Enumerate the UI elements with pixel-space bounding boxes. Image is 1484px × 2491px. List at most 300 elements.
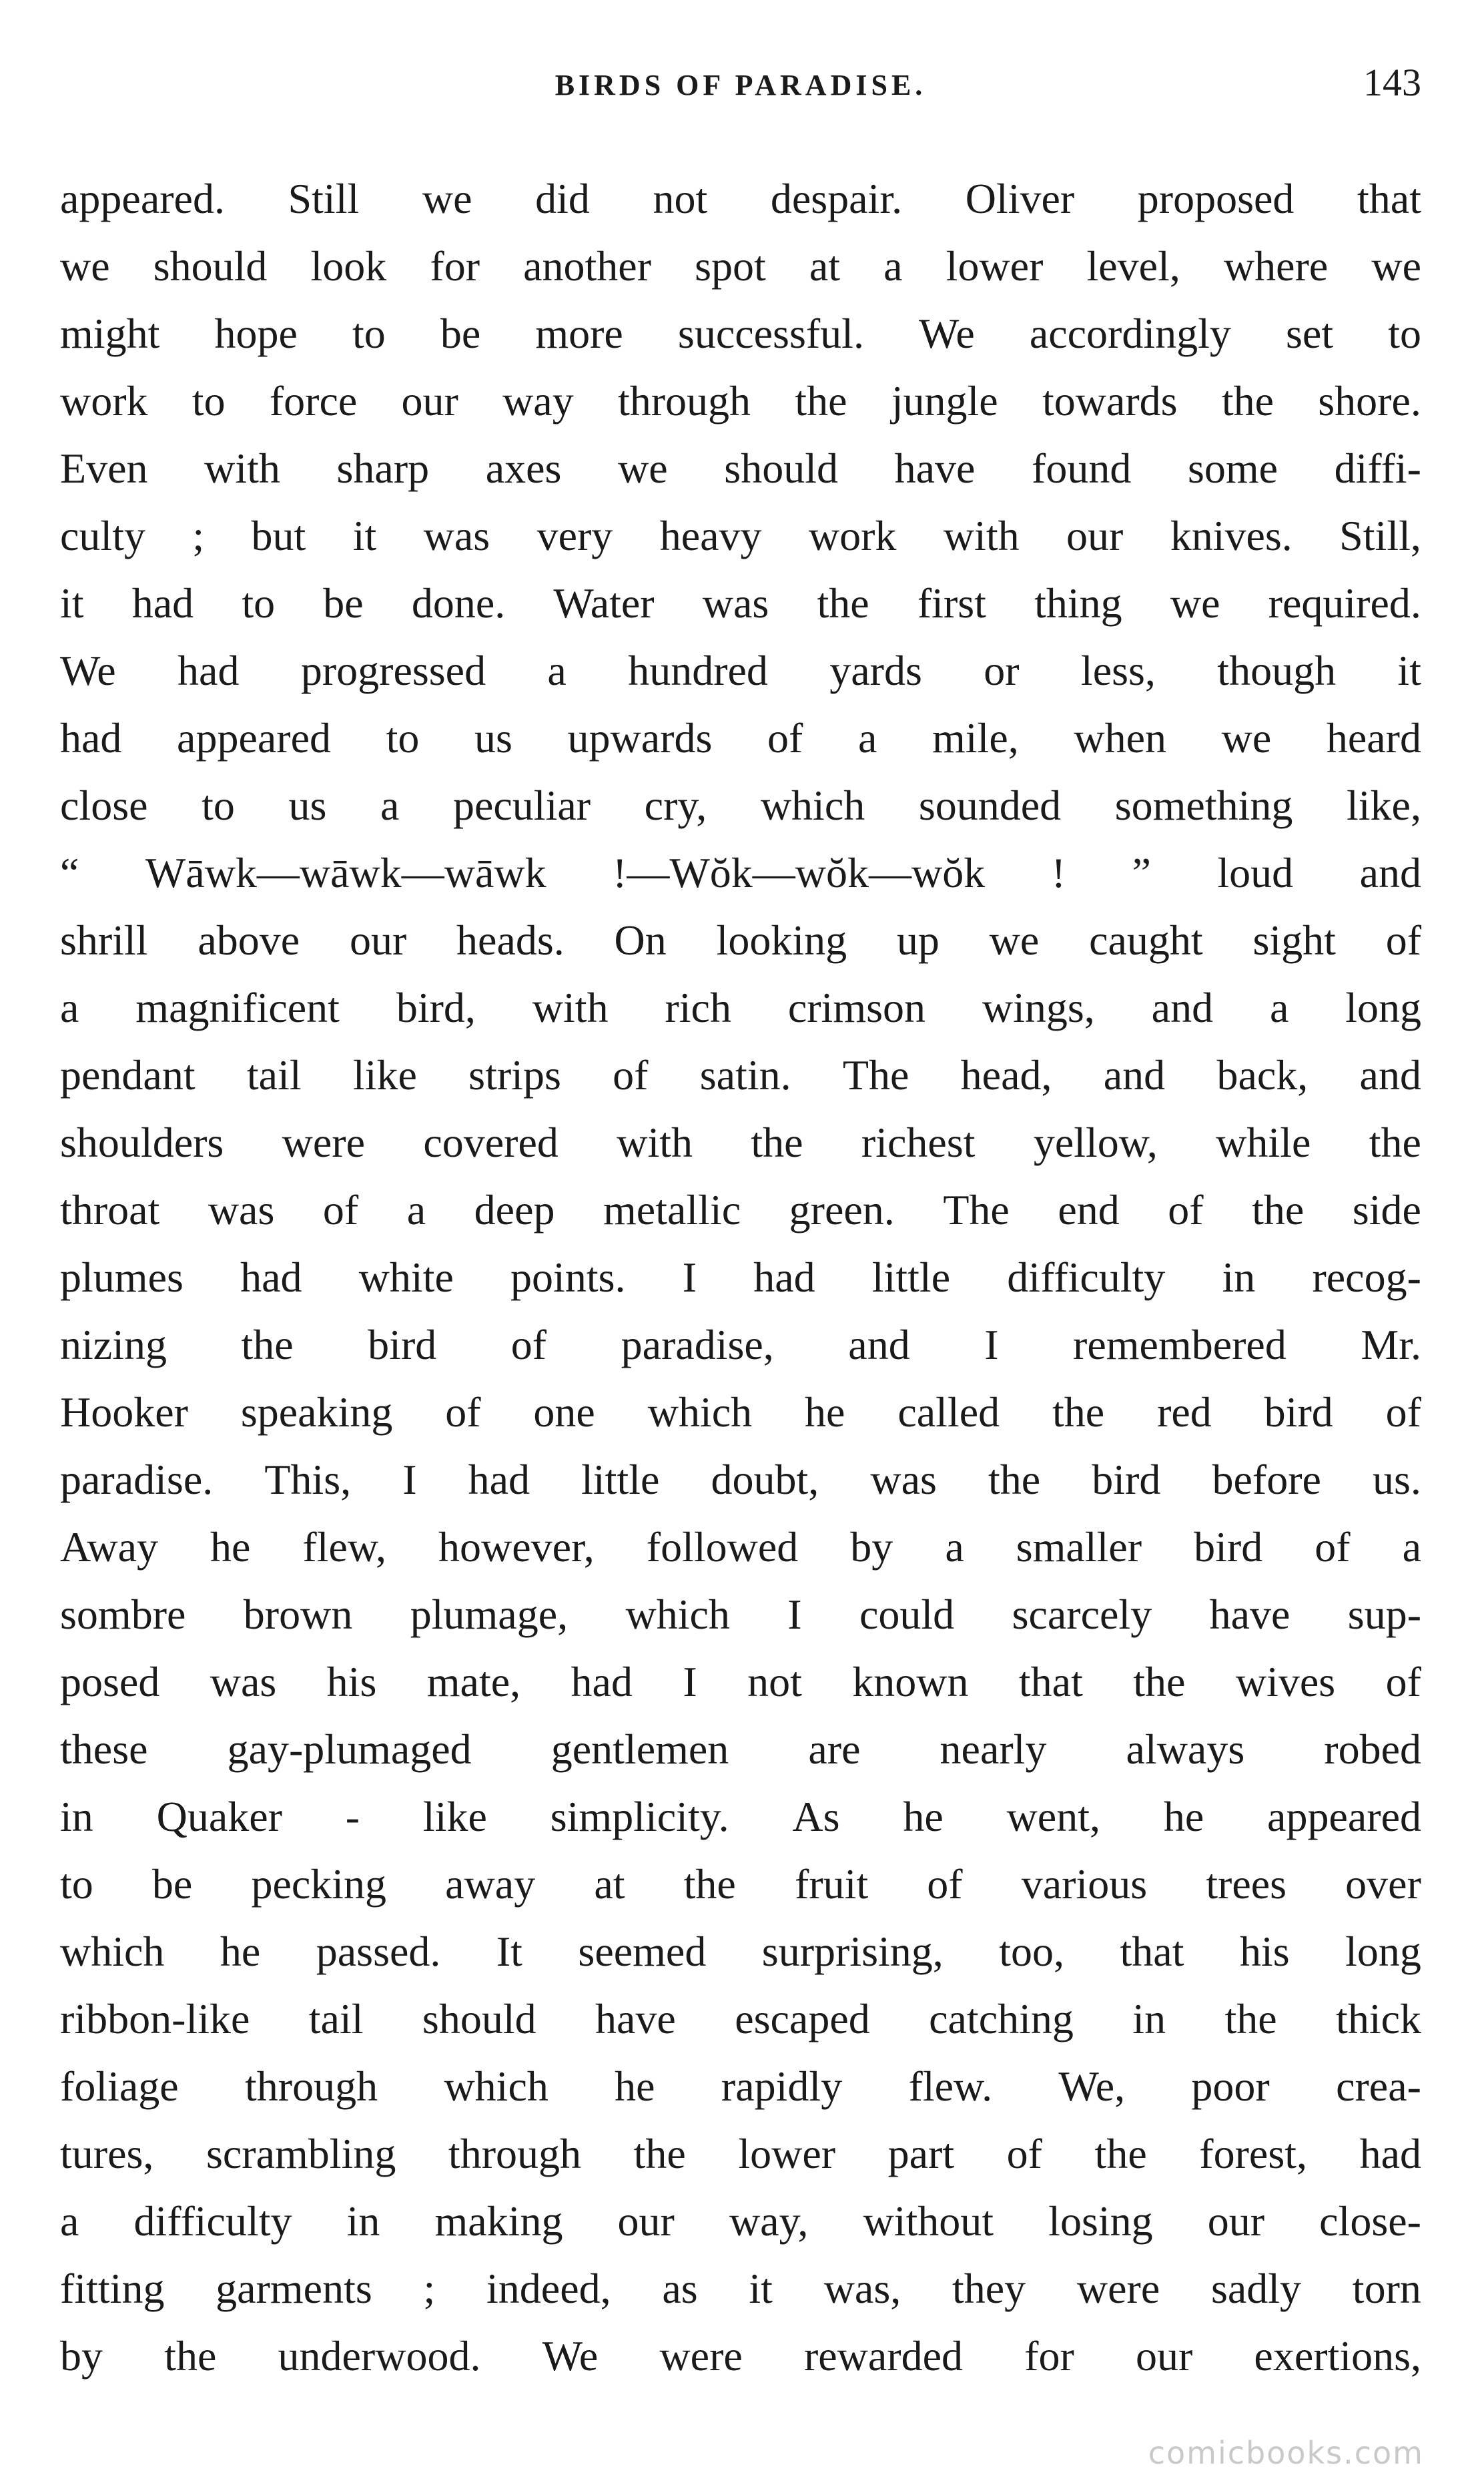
word: these (60, 1725, 148, 1773)
word: fitting (60, 2265, 165, 2312)
word: passed. (316, 1928, 441, 1975)
text-line (60, 704, 1421, 772)
word: garments (216, 2265, 372, 2312)
word: plumage, (410, 1591, 569, 1638)
word: through (448, 2130, 581, 2177)
word: he (805, 1388, 845, 1436)
word: We (542, 2332, 599, 2380)
word: Even (60, 445, 148, 492)
word: shoulders (60, 1119, 224, 1166)
running-head (60, 60, 1421, 113)
word: they (952, 2265, 1026, 2312)
word: had (177, 647, 240, 694)
word: diffi- (1334, 445, 1421, 492)
word: peculiar (452, 782, 591, 829)
word: hundred (628, 647, 768, 694)
word: hope (214, 310, 298, 357)
word: appeared (177, 714, 331, 762)
word: his (1239, 1928, 1290, 1975)
word: green. (789, 1186, 895, 1233)
word: work (60, 377, 148, 425)
watermark: comicbooks.com (1148, 2435, 1424, 2471)
word: indeed, (486, 2265, 611, 2312)
word: without (863, 2197, 994, 2245)
word: foliage (60, 2062, 179, 2110)
word: with (617, 1119, 693, 1166)
word: are (808, 1725, 861, 1773)
word: of (1385, 916, 1421, 964)
word: in (346, 2197, 380, 2245)
word: which (760, 782, 865, 829)
word: in (1132, 1995, 1166, 2042)
word: to (60, 1860, 93, 1908)
word: mile, (932, 714, 1019, 762)
word: be (151, 1860, 193, 1908)
word: us (288, 782, 327, 829)
word: a (857, 714, 877, 762)
word: be (440, 310, 481, 357)
word: doubt, (711, 1456, 819, 1503)
word: to (386, 714, 420, 762)
word: yellow, (1033, 1119, 1158, 1166)
text-line (60, 1446, 1421, 1513)
word: which (444, 2062, 548, 2110)
word: plumes (60, 1254, 183, 1301)
word: fruit (794, 1860, 869, 1908)
text-line (60, 232, 1421, 300)
word: I (402, 1456, 417, 1503)
word: flew, (302, 1523, 386, 1571)
word: torn (1352, 2265, 1421, 2312)
word: wings, (982, 984, 1095, 1031)
word: ” (1132, 849, 1151, 896)
text-line (60, 1109, 1421, 1176)
word: might (60, 310, 160, 357)
word: through (617, 377, 751, 425)
word: little (871, 1254, 951, 1301)
word: progressed (300, 647, 486, 694)
word: “ (60, 849, 79, 896)
text-line (60, 1918, 1421, 1985)
word: a (883, 242, 903, 290)
word: the (988, 1456, 1041, 1503)
word: proposed (1137, 175, 1294, 222)
text-line (60, 772, 1421, 839)
word: had (240, 1254, 302, 1301)
text-line (60, 367, 1421, 435)
word: end (1058, 1186, 1120, 1233)
word: and (848, 1321, 910, 1368)
word: I (984, 1321, 999, 1368)
word: escaped (735, 1995, 870, 2042)
word: lower (738, 2130, 836, 2177)
word: called (897, 1388, 1000, 1436)
word: of (445, 1388, 481, 1436)
word: caught (1089, 916, 1203, 964)
word: had (60, 714, 122, 762)
word: should (724, 445, 838, 492)
word: our (349, 916, 407, 964)
word: through (245, 2062, 378, 2110)
text-line (60, 165, 1421, 232)
word: always (1126, 1725, 1245, 1773)
word: pecking (251, 1860, 387, 1908)
word: rich (665, 984, 731, 1031)
word: close (60, 782, 148, 829)
word: I (683, 1658, 697, 1705)
word: we (1170, 579, 1220, 627)
word: ; (423, 2265, 436, 2312)
word: making (434, 2197, 563, 2245)
word: a (1269, 984, 1289, 1031)
word: crea- (1336, 2062, 1421, 2110)
word: had (468, 1456, 530, 1503)
word: remembered (1073, 1321, 1286, 1368)
word: Hooker (60, 1388, 188, 1436)
word: the (795, 377, 847, 425)
word: something (1114, 782, 1293, 829)
word: the (241, 1321, 294, 1368)
word: thing (1034, 579, 1122, 627)
word: away (445, 1860, 536, 1908)
word: that (1120, 1928, 1184, 1975)
word: were (659, 2332, 743, 2380)
word: rewarded (803, 2332, 963, 2380)
word: This, (264, 1456, 352, 1503)
word: white (358, 1254, 454, 1301)
text-line (60, 839, 1421, 906)
word: underwood. (278, 2332, 481, 2380)
word: sombre (60, 1591, 186, 1638)
word: over (1345, 1860, 1421, 1908)
word: but (251, 512, 306, 559)
word: strips (468, 1051, 561, 1099)
word: loud (1217, 849, 1294, 896)
word: and (1359, 849, 1421, 896)
word: Still, (1339, 512, 1421, 559)
word: paradise, (621, 1321, 774, 1368)
word: less, (1080, 647, 1156, 694)
word: spot (695, 242, 766, 290)
text-line (60, 2322, 1421, 2390)
word: were (1076, 2265, 1160, 2312)
word: the (1094, 2130, 1147, 2177)
word: the (633, 2130, 686, 2177)
word: forest, (1199, 2130, 1307, 2177)
word: yards (829, 647, 922, 694)
word: of (927, 1860, 963, 1908)
word: to (192, 377, 226, 425)
running-title: BIRDS OF PARADISE. (554, 69, 927, 101)
text-line (60, 502, 1421, 569)
text-line (60, 2255, 1421, 2322)
word: Wāwk—wāwk—wāwk (145, 849, 546, 896)
word: that (1357, 175, 1421, 222)
word: was (870, 1456, 937, 1503)
word: which (647, 1388, 753, 1436)
word: our (617, 2197, 675, 2245)
word: way (502, 377, 574, 425)
word: like, (1346, 782, 1421, 829)
word: he (220, 1928, 261, 1975)
word: was (702, 579, 769, 627)
word: We (60, 647, 116, 694)
text-line (60, 2187, 1421, 2255)
word: he (1163, 1793, 1204, 1840)
word: satin. (699, 1051, 791, 1099)
word: of (1385, 1388, 1421, 1436)
word: our (1207, 2197, 1265, 2245)
word: look (310, 242, 387, 290)
word: he (210, 1523, 251, 1571)
word: some (1187, 445, 1278, 492)
word: heavy (659, 512, 762, 559)
word: bird (1194, 1523, 1263, 1571)
word: another (523, 242, 651, 290)
word: was, (823, 2265, 901, 2312)
word: back, (1216, 1051, 1309, 1099)
text-line (60, 906, 1421, 974)
word: tail (308, 1995, 364, 2042)
word: be (323, 579, 364, 627)
word: of (613, 1051, 649, 1099)
word: shrill (60, 916, 148, 964)
word: Water (553, 579, 655, 627)
word: to (242, 579, 276, 627)
word: have (1209, 1591, 1290, 1638)
word: Away (60, 1523, 158, 1571)
word: The (943, 1186, 1010, 1233)
word: in (60, 1793, 93, 1840)
word: losing (1048, 2197, 1153, 2245)
word: ! (1051, 849, 1066, 896)
word: shore. (1318, 377, 1421, 425)
text-line (60, 1041, 1421, 1109)
word: was (208, 1186, 275, 1233)
word: by (60, 2332, 103, 2380)
word: at (809, 242, 841, 290)
word: of (1385, 1658, 1421, 1705)
word: head, (960, 1051, 1052, 1099)
text-line (60, 1581, 1421, 1648)
word: had (1359, 2130, 1421, 2177)
word: a (406, 1186, 426, 1233)
word: upwards (567, 714, 713, 762)
word: sounded (918, 782, 1062, 829)
text-line (60, 435, 1421, 502)
word: Still (288, 175, 360, 222)
word: way, (729, 2197, 809, 2245)
word: On (614, 916, 667, 964)
word: went, (1006, 1793, 1100, 1840)
word: rapidly (721, 2062, 843, 2110)
word: too, (999, 1928, 1065, 1975)
word: of (767, 714, 803, 762)
word: axes (485, 445, 562, 492)
word: We, (1058, 2062, 1126, 2110)
text-line (60, 569, 1421, 637)
word: like (352, 1051, 417, 1099)
word: our (1135, 2332, 1193, 2380)
word: jungle (891, 377, 998, 425)
word: we (989, 916, 1040, 964)
text-line (60, 1850, 1421, 1918)
word: cry, (644, 782, 707, 829)
word: the (1052, 1388, 1105, 1436)
word: a (1402, 1523, 1421, 1571)
word: close- (1319, 2197, 1421, 2245)
word: our (1066, 512, 1124, 559)
word: the (1252, 1186, 1305, 1233)
word: bird (368, 1321, 437, 1368)
word: covered (423, 1119, 559, 1166)
word: side (1352, 1186, 1421, 1233)
word: he (615, 2062, 655, 2110)
word: nearly (940, 1725, 1047, 1773)
word: we (618, 445, 668, 492)
word: difficulty (133, 2197, 292, 2245)
word: with (204, 445, 280, 492)
word: which (625, 1591, 730, 1638)
word: a (60, 984, 79, 1031)
text-line (60, 2120, 1421, 2187)
word: paradise. (60, 1456, 214, 1503)
word: pendant (60, 1051, 196, 1099)
word: had (131, 579, 194, 627)
word: found (1032, 445, 1132, 492)
word: successful. (677, 310, 864, 357)
word: though (1217, 647, 1337, 694)
word: up (896, 916, 940, 964)
word: first (917, 579, 986, 627)
word: Quaker (156, 1793, 282, 1840)
word: should (422, 1995, 536, 2042)
word: despair. (770, 175, 903, 222)
word: in (1222, 1254, 1256, 1301)
word: richest (861, 1119, 976, 1166)
word: accordingly (1029, 310, 1231, 357)
word: ; (192, 512, 205, 559)
word: or (984, 647, 1020, 694)
word: have (595, 1995, 676, 2042)
word: Oliver (965, 175, 1075, 222)
word: bird, (396, 984, 476, 1031)
word: exertions, (1254, 2332, 1421, 2380)
text-line (60, 2052, 1421, 2120)
word: while (1216, 1119, 1311, 1166)
word: with (532, 984, 609, 1031)
word: thick (1336, 1995, 1421, 2042)
word: very (536, 512, 613, 559)
word: it (749, 2265, 773, 2312)
word: appeared (1267, 1793, 1421, 1840)
word: and (1151, 984, 1214, 1031)
word: a (60, 2197, 79, 2245)
word: difficulty (1007, 1254, 1166, 1301)
word: We (919, 310, 975, 357)
word: not (653, 175, 708, 222)
word: it (352, 512, 377, 559)
word: us (474, 714, 512, 762)
word: we (60, 242, 110, 290)
word: The (842, 1051, 909, 1099)
word: looking (716, 916, 847, 964)
word: heard (1326, 714, 1421, 762)
word: speaking (240, 1388, 393, 1436)
word: had (753, 1254, 815, 1301)
word: the (1133, 1658, 1186, 1705)
word: as (662, 2265, 698, 2312)
word: Mr. (1361, 1321, 1421, 1368)
word: for (430, 242, 480, 290)
word: ribbon-like (60, 1995, 250, 2042)
word: by (850, 1523, 893, 1571)
word: towards (1042, 377, 1178, 425)
word: have (894, 445, 976, 492)
word: !—Wŏk—wŏk—wŏk (613, 849, 986, 896)
word: tures, (60, 2130, 154, 2177)
word: like (422, 1793, 487, 1840)
word: a (380, 782, 400, 829)
page-number: 143 (1363, 61, 1421, 104)
word: the (1369, 1119, 1421, 1166)
word: us. (1373, 1456, 1421, 1503)
word: the (1221, 377, 1274, 425)
text-line (60, 1783, 1421, 1850)
word: sight (1252, 916, 1336, 964)
word: the (1224, 1995, 1277, 2042)
word: scrambling (206, 2130, 396, 2177)
word: we (1221, 714, 1272, 762)
word: of (1315, 1523, 1351, 1571)
word: recog- (1312, 1254, 1421, 1301)
word: the (751, 1119, 803, 1166)
word: throat (60, 1186, 160, 1233)
text-line (60, 1513, 1421, 1581)
word: the (683, 1860, 736, 1908)
word: more (535, 310, 623, 357)
word: were (282, 1119, 365, 1166)
text-line (60, 1648, 1421, 1715)
word: tail (246, 1051, 302, 1099)
word: various (1021, 1860, 1148, 1908)
word: magnificent (135, 984, 340, 1031)
word: I (787, 1591, 802, 1638)
word: of (510, 1321, 547, 1368)
word: above (198, 916, 300, 964)
word: and (1359, 1051, 1421, 1099)
word: done. (411, 579, 506, 627)
word: posed (60, 1658, 160, 1705)
word: long (1345, 1928, 1421, 1975)
word: that (1018, 1658, 1083, 1705)
word: sadly (1210, 2265, 1302, 2312)
word: it (1397, 647, 1421, 694)
word: long (1345, 984, 1421, 1031)
word: surprising, (761, 1928, 944, 1975)
word: should (153, 242, 268, 290)
word: flew. (908, 2062, 993, 2110)
word: - (345, 1793, 360, 1840)
text-line (60, 1176, 1421, 1243)
word: however, (438, 1523, 595, 1571)
word: the (164, 2332, 217, 2380)
text-line (60, 974, 1421, 1041)
word: gentlemen (550, 1725, 729, 1773)
word: It (496, 1928, 522, 1975)
word: of (322, 1186, 359, 1233)
word: nizing (60, 1321, 167, 1368)
